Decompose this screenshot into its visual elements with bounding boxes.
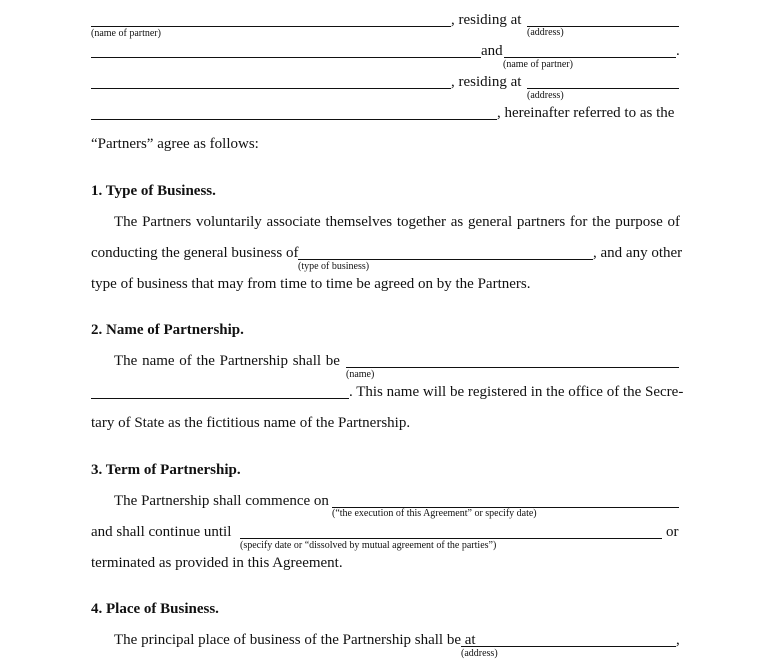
caption-address-3: (address) — [461, 648, 498, 659]
partnership-name-continued-blank[interactable] — [91, 383, 349, 399]
section-1-heading: 1. Type of Business. — [91, 183, 216, 199]
section-2-heading: 2. Name of Partnership. — [91, 322, 244, 338]
caption-address-1: (address) — [527, 27, 564, 38]
section-1-line-2-prefix: conducting the general business of — [91, 245, 299, 261]
partners-agree-text: “Partners” agree as follows: — [91, 136, 259, 152]
section-2-line-2-suffix: . This name will be registered in the office of the Secre- — [349, 384, 684, 400]
hereinafter-text: , hereinafter referred to as the — [497, 105, 675, 121]
partner-2-address-blank[interactable] — [527, 73, 679, 89]
partner-2-name-blank[interactable] — [504, 42, 676, 58]
section-4-heading: 4. Place of Business. — [91, 601, 219, 617]
caption-name: (name) — [346, 369, 375, 380]
partner-2-blank[interactable] — [91, 73, 451, 89]
partnership-name-blank[interactable] — [346, 352, 679, 368]
and-word: and — [481, 43, 503, 59]
section-3-line-2-suffix: or — [666, 524, 679, 540]
caption-name-of-partner-1: (name of partner) — [91, 28, 161, 39]
partner-1-address-continued-blank[interactable] — [91, 42, 481, 58]
section-3-line-1-prefix: The Partnership shall commence on — [114, 493, 329, 509]
caption-commence: (“the execution of this Agreement” or specify date) — [332, 508, 537, 519]
section-3-line-2-prefix: and shall continue until — [91, 524, 232, 540]
section-2-line-1-prefix: The name of the Partnership shall be — [114, 353, 340, 369]
commence-date-blank[interactable] — [332, 492, 679, 508]
section-4-line-1-suffix: , — [676, 632, 680, 648]
place-of-business-blank[interactable] — [461, 631, 676, 647]
section-3-heading: 3. Term of Partnership. — [91, 462, 241, 478]
partner-1-address-blank[interactable] — [527, 11, 679, 27]
section-1-line-3: type of business that may from time to time be agreed on by the Partners. — [91, 276, 531, 292]
section-3-line-3: terminated as provided in this Agreement. — [91, 555, 343, 571]
type-of-business-blank[interactable] — [298, 244, 593, 260]
partner-1-residing-label: , residing at — [451, 12, 522, 28]
continue-until-blank[interactable] — [240, 523, 662, 539]
section-1-line-2-suffix: , and any other — [593, 245, 683, 261]
partner-1-name-blank[interactable] — [91, 11, 451, 27]
section-2-line-3: tary of State as the fictitious name of the Partnership. — [91, 415, 411, 431]
caption-address-2: (address) — [527, 90, 564, 101]
caption-name-of-partner-2: (name of partner) — [503, 59, 573, 70]
caption-type-of-business: (type of business) — [298, 261, 370, 272]
section-4-line-1-prefix: The principal place of business of the Partnership shall be at — [114, 632, 476, 648]
caption-continue: (specify date or “dissolved by mutual agreement of the parties”) — [240, 540, 497, 551]
partner-2-residing-label: , residing at — [451, 74, 522, 90]
parties-period: . — [676, 43, 680, 59]
partner-2-address-continued-blank[interactable] — [91, 104, 497, 120]
section-1-line-1: The Partners voluntarily associate themselves together as general partners for the purpose of — [114, 214, 680, 230]
